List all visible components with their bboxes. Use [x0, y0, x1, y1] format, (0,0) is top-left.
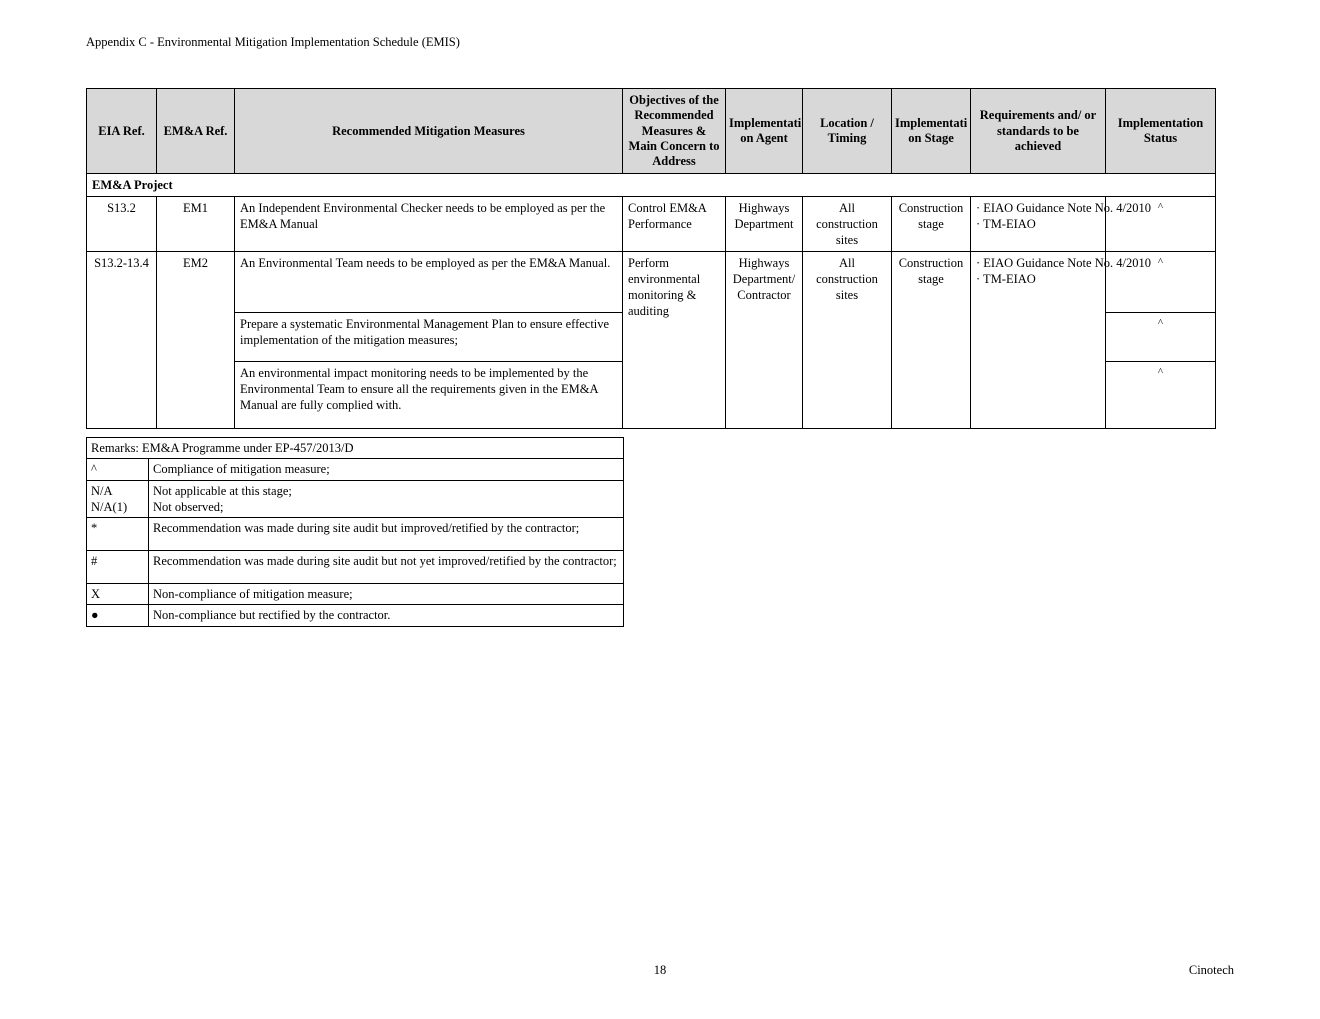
status-badge: ^ [1106, 252, 1216, 313]
requirements-line-2: · TM-EIAO [976, 217, 1036, 232]
col-implementation-stage: Implementati on Stage [892, 89, 971, 174]
cell-agent: Highways Department [726, 197, 803, 252]
requirements-line-1: · EIAO Guidance Note No. 4/2010 [976, 256, 1151, 271]
table-row [87, 252, 1216, 313]
col-implementation-agent: Implementati on Agent [726, 89, 803, 174]
cell-eia-ref: S13.2 [87, 197, 157, 252]
page-number: 18 [653, 963, 667, 977]
section-title-ema-project: EM&A Project [87, 174, 1216, 197]
status-badge: ^ [1106, 362, 1216, 429]
cell-eia-ref: S13.2-13.4 [87, 252, 157, 429]
legend-row [87, 605, 624, 626]
cell-objective: Control EM&A Performance [623, 197, 726, 252]
col-location-timing: Location / Timing [803, 89, 892, 174]
section-title-row [87, 174, 1216, 197]
legend-symbol-line-1: N/A [91, 483, 113, 498]
emis-table [86, 88, 1216, 429]
legend-description: Non-compliance of mitigation measure; [149, 584, 624, 605]
col-eia-ref: EIA Ref. [87, 89, 157, 174]
col-objectives: Objectives of the Recommended Measures & Main Concern to Address [623, 89, 726, 174]
legend-description: Recommendation was made during site audit but improved/retified by the contractor; [149, 518, 624, 551]
legend-row [87, 518, 624, 551]
col-recommended-mitigation-measures: Recommended Mitigation Measures [235, 89, 623, 174]
cell-measure: An Independent Environmental Checker needs to be employed as per the EM&A Manual [235, 197, 623, 252]
col-ema-ref: EM&A Ref. [157, 89, 235, 174]
cell-ema-ref: EM1 [157, 197, 235, 252]
cell-stage: Construction stage [892, 252, 971, 429]
status-badge: ^ [1106, 313, 1216, 362]
cell-requirements [971, 197, 1151, 252]
legend-symbol: * [87, 518, 149, 551]
legend-description-line-1: Not applicable at this stage; [153, 483, 292, 498]
legend-row [87, 584, 624, 605]
legend-description [149, 480, 624, 518]
legend-symbol: ● [87, 605, 149, 626]
table-row [87, 197, 1216, 252]
cell-location: All construction sites [803, 252, 892, 429]
legend-description-line-2: Not observed; [153, 499, 224, 514]
cell-requirements [971, 252, 1151, 429]
remarks-legend-table [86, 437, 624, 627]
legend-row [87, 459, 624, 480]
remarks-title: Remarks: EM&A Programme under EP-457/2013/D [87, 438, 624, 459]
cell-measure: Prepare a systematic Environmental Management Plan to ensure effective implementation of the mitigation measures; [235, 313, 623, 362]
cell-objective: Perform environmental monitoring & auditing [623, 252, 726, 429]
requirements-line-1: · EIAO Guidance Note No. 4/2010 [976, 201, 1151, 216]
appendix-header: Appendix C - Environmental Mitigation Implementation Schedule (EMIS) [86, 35, 460, 49]
cell-measure: An Environmental Team needs to be employed as per the EM&A Manual. [235, 252, 623, 313]
legend-description: Recommendation was made during site audit but not yet improved/retified by the contractor; [149, 551, 624, 584]
cell-agent: Highways Department/ Contractor [726, 252, 803, 429]
legend-description: Compliance of mitigation measure; [149, 459, 624, 480]
cell-location: All construction sites [803, 197, 892, 252]
status-badge: ^ [1106, 197, 1216, 252]
legend-row [87, 551, 624, 584]
cell-measure: An environmental impact monitoring needs to be implemented by the Environmental Team to ensure all the requirements given in the EM&A Manual are fully complied with. [235, 362, 623, 429]
requirements-line-2: · TM-EIAO [976, 272, 1036, 287]
legend-symbol: ^ [87, 459, 149, 480]
col-requirements-standards: Requirements and/ or standards to be achieved [971, 89, 1106, 174]
table-header-row [87, 89, 1216, 174]
legend-description: Non-compliance but rectified by the contractor. [149, 605, 624, 626]
cell-stage: Construction stage [892, 197, 971, 252]
remarks-title-row [87, 438, 624, 459]
legend-row [87, 480, 624, 518]
legend-symbol-line-2: N/A(1) [91, 499, 128, 514]
cell-ema-ref: EM2 [157, 252, 235, 429]
legend-symbol [87, 480, 149, 518]
col-implementation-status: Implementation Status [1106, 89, 1216, 174]
legend-symbol: X [87, 584, 149, 605]
legend-symbol: # [87, 551, 149, 584]
footer-company-name: Cinotech [1188, 963, 1234, 977]
